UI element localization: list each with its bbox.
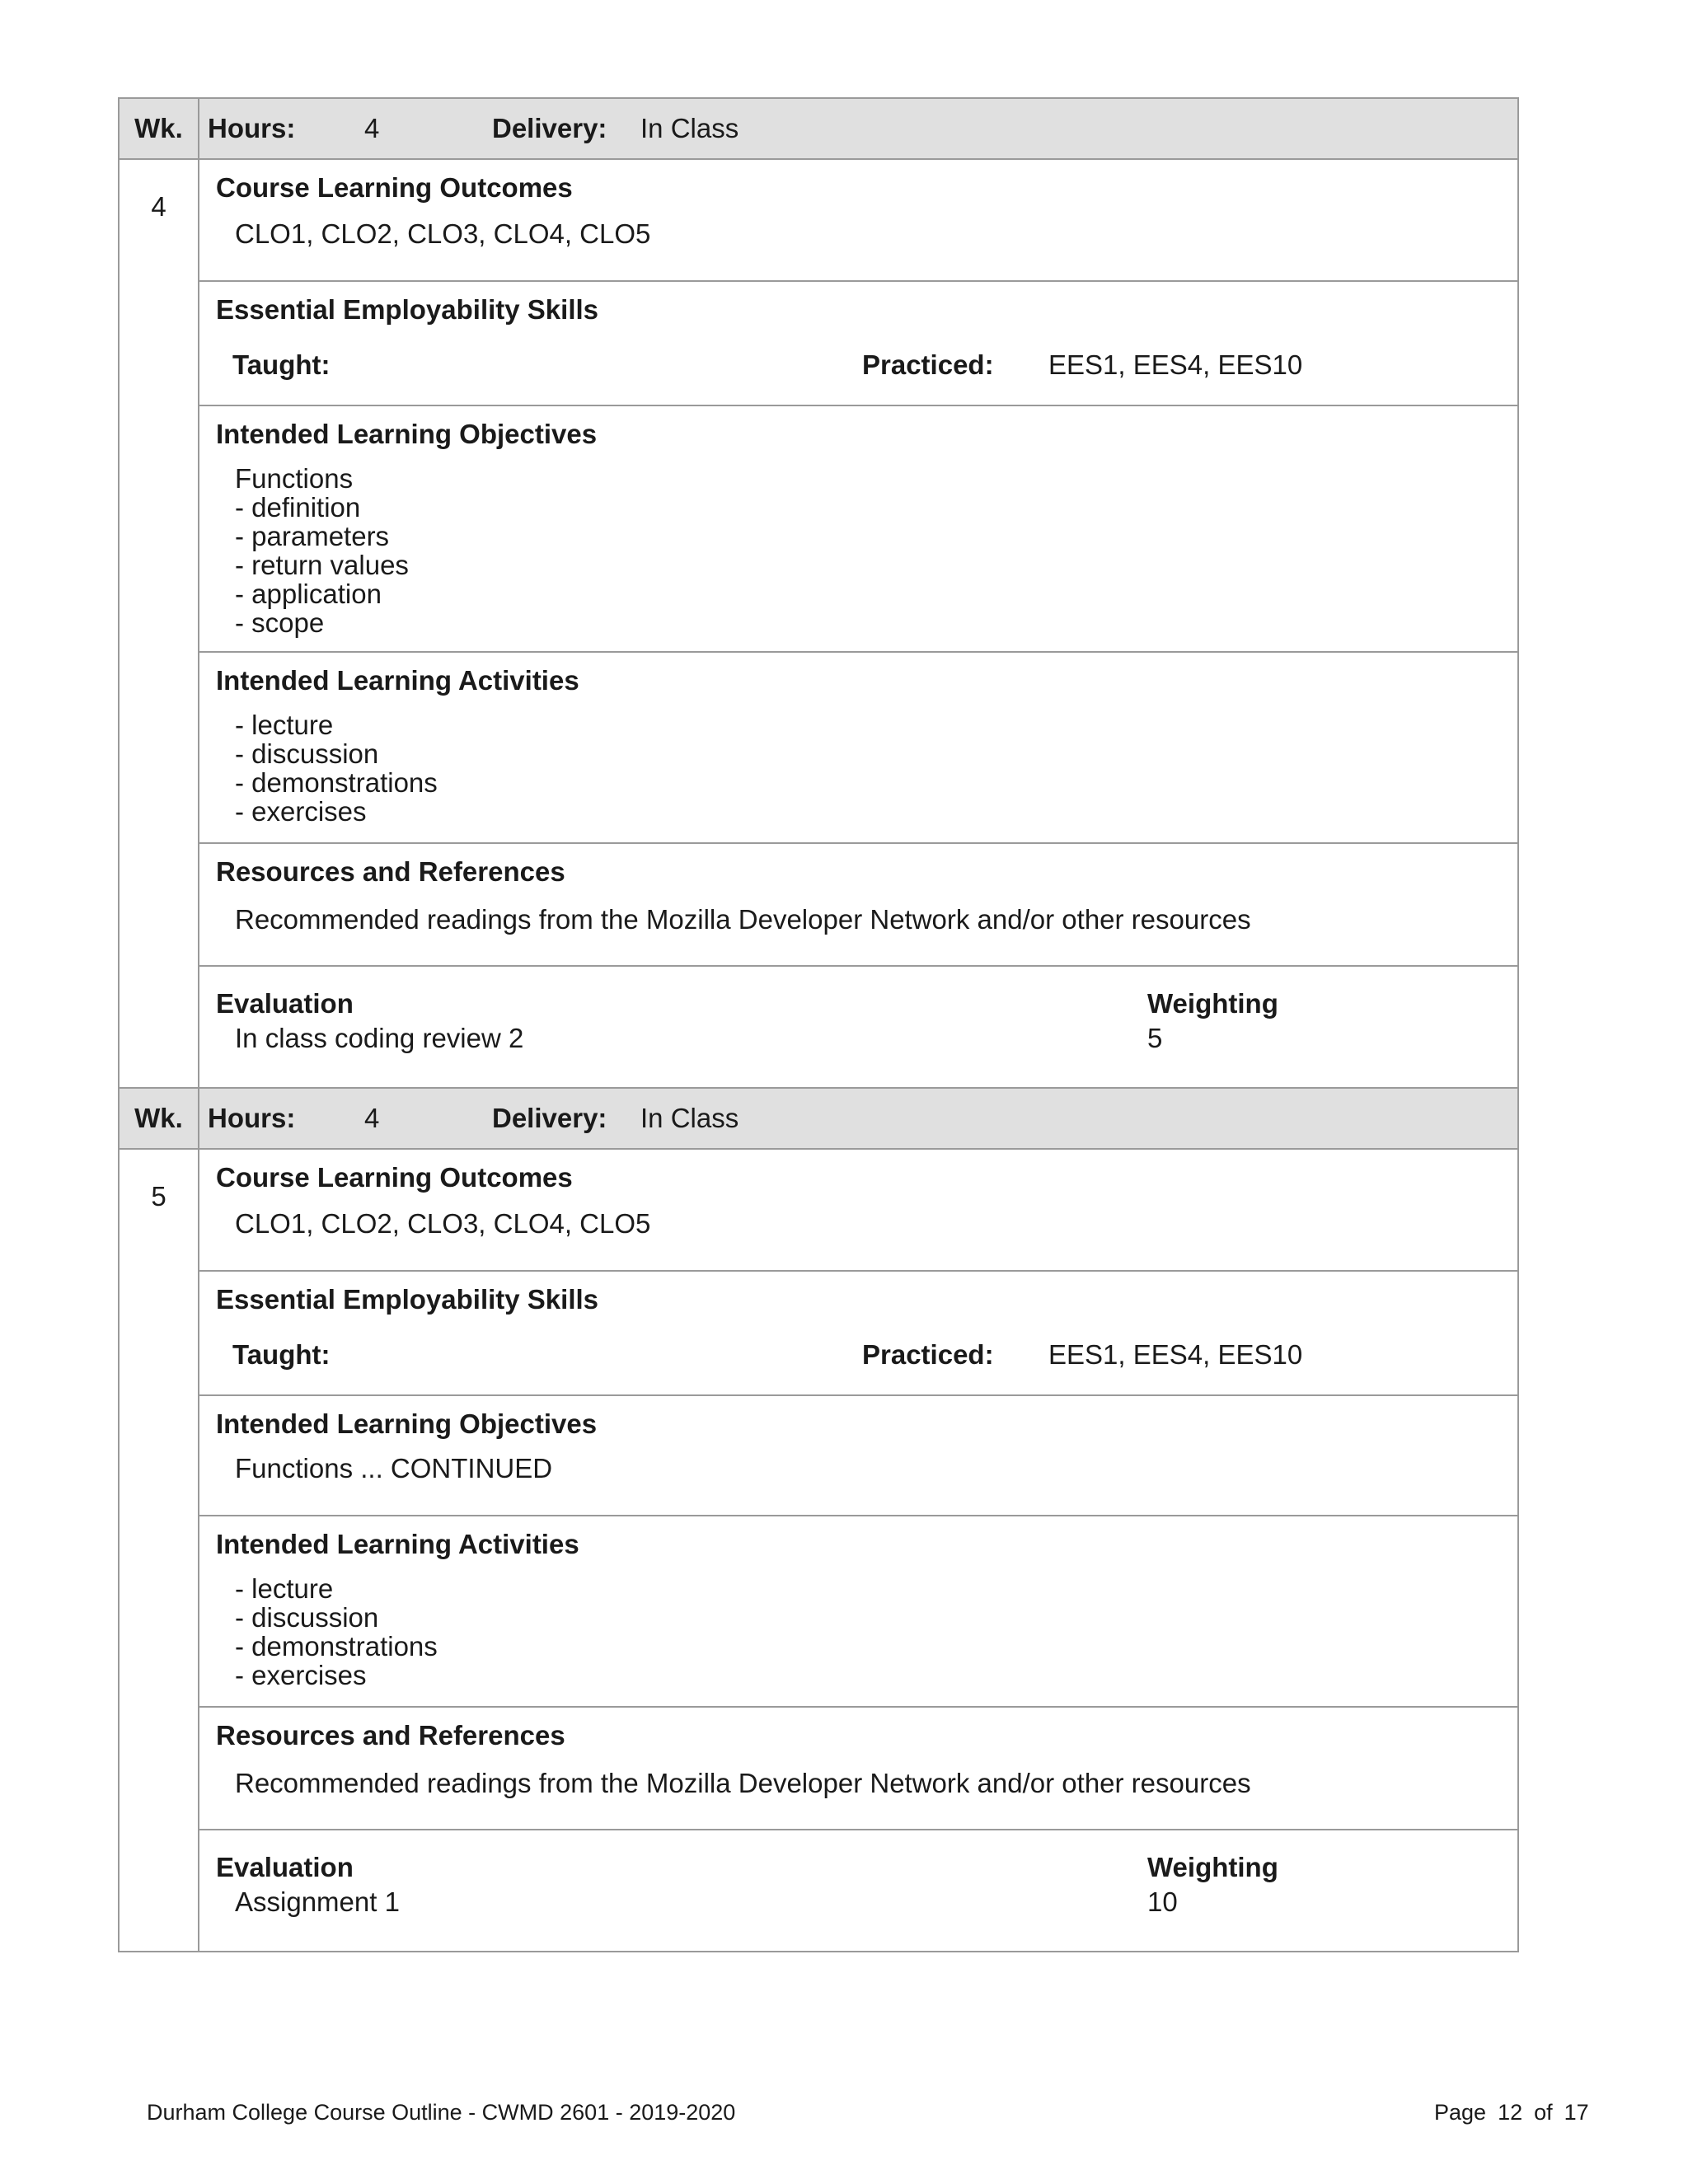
resources-section: [199, 1708, 1517, 1830]
week-body: [120, 160, 1517, 1089]
delivery-label: Delivery:: [492, 1103, 607, 1133]
evaluation-section: [199, 1830, 1517, 1951]
weekly-schedule-table: [118, 97, 1519, 1952]
taught-label: Taught:: [232, 1339, 331, 1370]
page-of-label: of: [1534, 2100, 1553, 2125]
resources-text: Recommended readings from the Mozilla Developer Network and/or other resources: [235, 904, 1251, 935]
hours-value: 4: [364, 113, 380, 143]
clo-section: [199, 1150, 1517, 1272]
week-number: 4: [120, 160, 199, 1087]
ees-section: [199, 282, 1517, 406]
hours-label: Hours:: [208, 1103, 296, 1133]
ees-row: [216, 1339, 1501, 1371]
evaluation-weight: 5: [1147, 1023, 1163, 1053]
page-total: 17: [1564, 2100, 1589, 2125]
resources-title: Resources and References: [216, 1720, 565, 1750]
ila-section: [199, 653, 1517, 844]
evaluation-header: [216, 988, 1501, 1019]
taught-label: Taught:: [232, 349, 331, 380]
week-header-row: [120, 1089, 1517, 1150]
resources-section: [199, 844, 1517, 967]
practiced-value: EES1, EES4, EES10: [1048, 1339, 1303, 1370]
week-body: [120, 1150, 1517, 1951]
ilo-section: [199, 1396, 1517, 1516]
ees-title: Essential Employability Skills: [216, 294, 599, 325]
page-label: Page: [1434, 2100, 1487, 2125]
practiced-label: Practiced:: [862, 1339, 994, 1370]
footer-course-title: Durham College Course Outline - CWMD 2601 - 2019-2020: [147, 2100, 736, 2125]
delivery-value: In Class: [640, 1103, 739, 1133]
clo-section: [199, 160, 1517, 282]
page-current: 12: [1498, 2100, 1523, 2125]
resources-text: Recommended readings from the Mozilla Developer Network and/or other resources: [235, 1768, 1251, 1798]
hours-label: Hours:: [208, 113, 296, 143]
clo-title: Course Learning Outcomes: [216, 1162, 573, 1193]
ees-section: [199, 1272, 1517, 1396]
evaluation-title: Evaluation: [216, 988, 354, 1019]
evaluation-weight: 10: [1147, 1886, 1178, 1917]
ilo-section: [199, 406, 1517, 653]
evaluation-item: Assignment 1: [235, 1886, 400, 1917]
evaluation-item: In class coding review 2: [235, 1023, 524, 1053]
ila-title: Intended Learning Activities: [216, 665, 579, 696]
delivery-value: In Class: [640, 113, 739, 143]
ila-title: Intended Learning Activities: [216, 1529, 579, 1559]
ilo-title: Intended Learning Objectives: [216, 419, 598, 449]
wk-label: Wk.: [120, 1089, 199, 1148]
wk-label: Wk.: [120, 99, 199, 158]
ilo-title: Intended Learning Objectives: [216, 1408, 598, 1439]
ilo-text: Functions - definition - parameters - return values - application - scope: [235, 463, 409, 638]
evaluation-row: [216, 1886, 1501, 1918]
evaluation-row: [216, 1023, 1501, 1054]
clo-title: Course Learning Outcomes: [216, 172, 573, 203]
ees-row: [216, 349, 1501, 381]
hours-value: 4: [364, 1103, 380, 1133]
clo-text: CLO1, CLO2, CLO3, CLO4, CLO5: [235, 1208, 651, 1239]
weighting-label: Weighting: [1147, 1852, 1278, 1882]
week-number: 5: [120, 1150, 199, 1951]
ila-text: - lecture - discussion - demonstrations - exercises: [235, 710, 438, 827]
ees-title: Essential Employability Skills: [216, 1284, 599, 1315]
practiced-label: Practiced:: [862, 349, 994, 380]
evaluation-section: [199, 967, 1517, 1087]
week-header-row: [120, 99, 1517, 160]
ilo-text: Functions ... CONTINUED: [235, 1453, 553, 1483]
footer-page-number: [1434, 2100, 1589, 2125]
delivery-label: Delivery:: [492, 113, 607, 143]
evaluation-header: [216, 1852, 1501, 1883]
evaluation-title: Evaluation: [216, 1852, 354, 1882]
weighting-label: Weighting: [1147, 988, 1278, 1019]
clo-text: CLO1, CLO2, CLO3, CLO4, CLO5: [235, 218, 651, 249]
ila-section: [199, 1516, 1517, 1708]
practiced-value: EES1, EES4, EES10: [1048, 349, 1303, 380]
ila-text: - lecture - discussion - demonstrations - exercises: [235, 1573, 438, 1690]
week-sections: [199, 160, 1517, 1087]
resources-title: Resources and References: [216, 856, 565, 887]
week-sections: [199, 1150, 1517, 1951]
